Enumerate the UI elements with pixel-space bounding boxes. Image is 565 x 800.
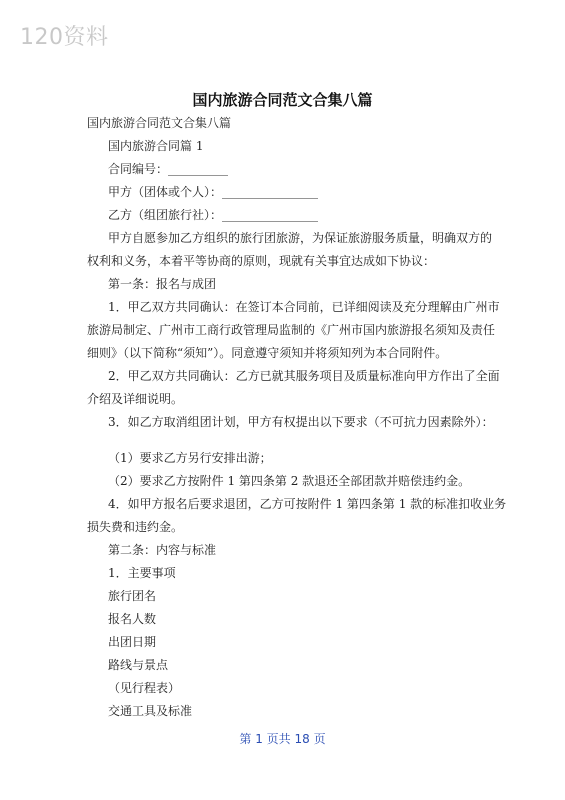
text-line: 3．如乙方取消组团计划，甲方有权提出以下要求（不可抗力因素除外）： [108, 415, 494, 429]
text-line: 1．甲乙双方共同确认：在签订本合同前，已详细阅读及充分理解由广州市 [108, 300, 500, 314]
text-line: 国内旅游合同范文合集八篇 [87, 116, 232, 130]
text-line: 路线与景点 [108, 658, 169, 672]
text-line: 甲方自愿参加乙方组织的旅行团旅游，为保证旅游服务质量，明确双方的 [108, 231, 493, 245]
text-line: 旅行团名 [108, 589, 157, 603]
text-line: 第一条：报名与成团 [108, 277, 217, 291]
text-line: 甲方（团体或个人）：________________ [108, 185, 319, 199]
page-number: 第 1 页共 18 页 [239, 732, 326, 746]
text-line: 乙方（组团旅行社）：________________ [108, 208, 319, 222]
text-line: 国内旅游合同篇 1 [108, 139, 204, 153]
text-line: 交通工具及标准 [108, 704, 193, 718]
text-line: 4．如甲方报名后要求退团，乙方可按附件 1 第四条第 1 款的标准扣收业务 [108, 497, 507, 511]
text-line: 细则》（以下简称“须知”）。同意遵守须知并将须知列为本合同附件。 [87, 346, 448, 360]
text-line: （见行程表） [108, 681, 181, 695]
text-line: 合同编号：__________ [108, 162, 229, 176]
text-line: 权利和义务，本着平等协商的原则，现就有关事宜达成如下协议： [87, 254, 436, 268]
text-line: 损失费和违约金。 [87, 520, 184, 534]
text-line: 出团日期 [108, 635, 157, 649]
text-line: （1）要求乙方另行安排出游； [108, 451, 272, 465]
watermark-logo: 120资料 [20, 25, 109, 50]
text-line: 报名人数 [108, 612, 157, 626]
text-line: 第二条：内容与标准 [108, 543, 217, 557]
text-line: 介绍及详细说明。 [87, 392, 184, 406]
text-line: 旅游局制定、广州市工商行政管理局监制的《广州市国内旅游报名须知及责任 [87, 323, 496, 337]
text-line: （2）要求乙方按附件 1 第四条第 2 款退还全部团款并赔偿违约金。 [108, 474, 471, 488]
text-line: 1．主要事项 [108, 566, 176, 580]
text-line: 2．甲乙双方共同确认：乙方已就其服务项目及质量标准向甲方作出了全面 [108, 369, 500, 383]
document-title: 国内旅游合同范文合集八篇 [192, 91, 373, 109]
